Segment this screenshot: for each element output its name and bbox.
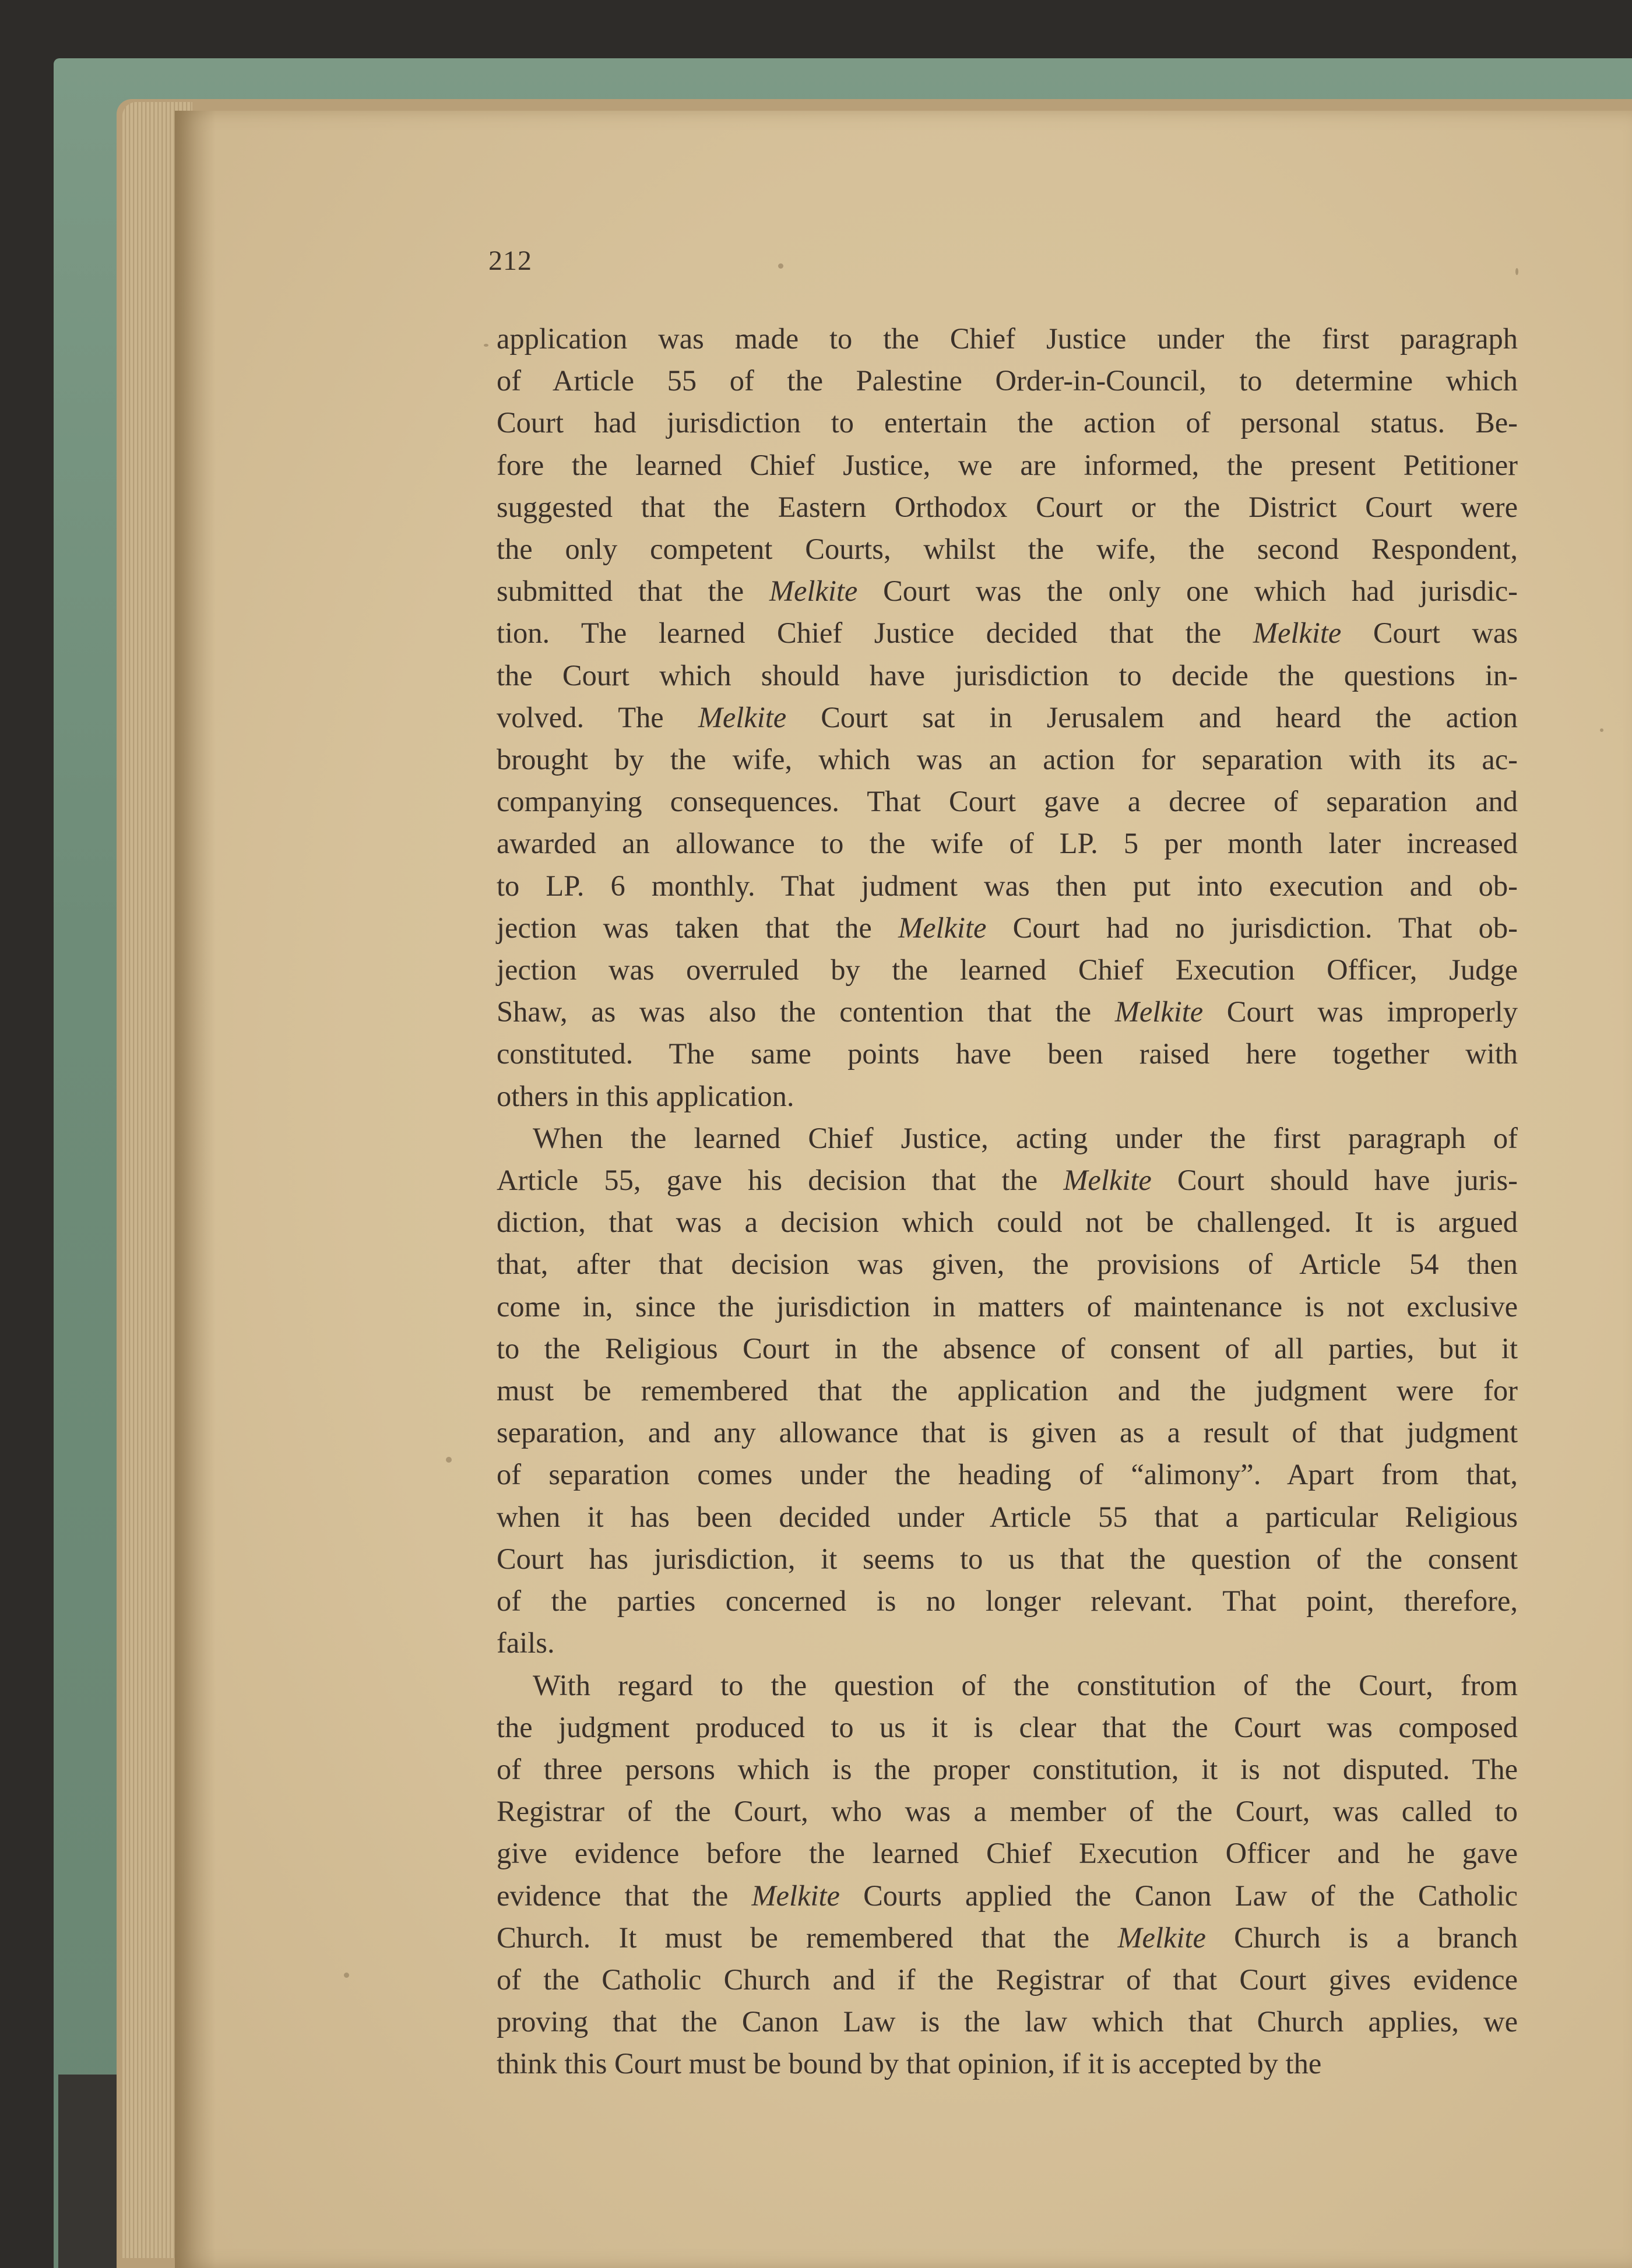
text-line [497, 738, 1518, 780]
text-line [497, 907, 1518, 949]
text-run: With regard to the question of the constitution of the Court, from [533, 1668, 1518, 1702]
text-run: that, after that decision was given, the provisions of Article 54 then [497, 1248, 1518, 1281]
text-run: the Court which should have jurisdiction to decide the questions in- [497, 658, 1518, 692]
text-line [497, 822, 1518, 864]
text-run: Court was improperly [1203, 995, 1518, 1029]
paragraph [497, 1117, 1518, 1664]
text-line [497, 1033, 1518, 1075]
text-run: must be remembered that the application and the judgment were for [497, 1374, 1518, 1407]
text-line [497, 1411, 1518, 1453]
text-line [497, 1959, 1518, 2001]
text-line [497, 1538, 1518, 1580]
text-run: Court should have juris- [1151, 1164, 1518, 1197]
text-run: Court has jurisdiction, it seems to us that the question of the consent [497, 1542, 1518, 1575]
text-line [497, 1117, 1518, 1159]
text-run: When the learned Chief Justice, acting under the first paragraph of [533, 1121, 1518, 1154]
text-run: awarded an allowance to the wife of LP. 5 per month later increased [497, 827, 1518, 860]
text-line [497, 949, 1518, 991]
text-run: the only competent Courts, whilst the wife, the second Respondent, [497, 533, 1518, 566]
text-line [497, 1832, 1518, 1874]
text-run: when it has been decided under Article 55 that a particular Religious [497, 1500, 1518, 1533]
text-line [497, 1075, 1518, 1117]
text-run: separation, and any allowance that is given as a result of that judgment [497, 1416, 1518, 1449]
text-run: constituted. The same points have been raised here together with [497, 1037, 1518, 1070]
text-line [497, 780, 1518, 822]
text-line [497, 1159, 1518, 1201]
text-run: others in this application. [497, 1079, 794, 1112]
text-line [497, 1327, 1518, 1369]
text-run: brought by the wife, which was an action for separation with its ac- [497, 743, 1518, 776]
text-run: fails. [497, 1626, 555, 1660]
text-run: jection was overruled by the learned Chief Execution Officer, Judge [497, 953, 1518, 987]
italic-term: Melkite [1117, 1921, 1206, 1954]
text-line [497, 360, 1518, 402]
text-run: Registrar of the Court, who was a member of the Court, was called to [497, 1795, 1518, 1828]
text-line [497, 1201, 1518, 1243]
text-line [497, 1875, 1518, 1917]
text-run: to the Religious Court in the absence of consent of all parties, but it [497, 1332, 1518, 1365]
text-line [497, 865, 1518, 907]
text-line [497, 402, 1518, 443]
text-line [497, 528, 1518, 570]
text-run: diction, that was a decision which could not be challenged. It is argued [497, 1206, 1518, 1239]
text-line [497, 1453, 1518, 1495]
text-run: Court had no jurisdiction. That ob- [986, 911, 1518, 944]
text-run: tion. The learned Chief Justice decided that the [497, 617, 1253, 650]
text-run: application was made to the Chief Justice under the first paragraph [497, 322, 1518, 355]
text-run: to LP. 6 monthly. That judment was then put into execution and ob- [497, 869, 1518, 902]
text-run: think this Court must be bound by that opinion, if it is accepted by the [497, 2047, 1322, 2080]
text-line [497, 1622, 1518, 1664]
text-line [497, 696, 1518, 738]
italic-term: Melkite [769, 575, 858, 608]
text-run: companying consequences. That Court gave a decree of separation and [497, 785, 1518, 818]
text-run: submitted that the [497, 575, 769, 608]
paragraph [497, 318, 1518, 1117]
text-line [497, 1496, 1518, 1538]
text-line [497, 612, 1518, 654]
text-line [497, 654, 1518, 696]
text-run: of Article 55 of the Palestine Order-in-Council, to determine which [497, 364, 1518, 397]
text-run: come in, since the jurisdiction in matters of maintenance is not exclusive [497, 1290, 1518, 1323]
text-run: suggested that the Eastern Orthodox Court or the District Court were [497, 490, 1518, 523]
text-run: proving that the Canon Law is the law which that Church applies, we [497, 2005, 1518, 2038]
text-line [497, 570, 1518, 612]
italic-term: Melkite [898, 911, 987, 944]
text-run: of three persons which is the proper constitution, it is not disputed. The [497, 1752, 1518, 1785]
text-run: of separation comes under the heading of “alimony”. Apart from that, [497, 1458, 1518, 1491]
text-run: the judgment produced to us it is clear that the Court was composed [497, 1710, 1518, 1744]
text-run: jection was taken that the [497, 911, 898, 944]
text-run: fore the learned Chief Justice, we are informed, the present Petitioner [497, 448, 1518, 481]
text-run: Court was [1341, 617, 1518, 650]
text-run: Court had jurisdiction to entertain the action of personal status. Be- [497, 406, 1518, 439]
page-number: 212 [488, 245, 532, 276]
text-line [497, 1580, 1518, 1622]
text-line [497, 1664, 1518, 1706]
text-run: Court was the only one which had jurisdic- [857, 575, 1518, 608]
text-run: evidence that the [497, 1879, 752, 1912]
text-line [497, 1790, 1518, 1832]
text-line [497, 318, 1518, 360]
text-line [497, 1748, 1518, 1790]
italic-term: Melkite [751, 1879, 840, 1912]
italic-term: Melkite [1253, 617, 1342, 650]
text-line [497, 1706, 1518, 1748]
text-run: Church is a branch [1205, 1921, 1518, 1954]
text-line [497, 444, 1518, 486]
text-line [497, 486, 1518, 528]
italic-term: Melkite [1063, 1164, 1152, 1197]
text-run: of the parties concerned is no longer relevant. That point, therefore, [497, 1584, 1518, 1618]
text-run: Court sat in Jerusalem and heard the action [786, 700, 1518, 734]
text-line [497, 1243, 1518, 1285]
text-run: Church. It must be remembered that the [497, 1921, 1118, 1954]
paragraph [497, 1664, 1518, 2085]
text-line [497, 991, 1518, 1033]
italic-term: Melkite [698, 700, 787, 734]
text-run: volved. The [497, 700, 698, 734]
text-run: Courts applied the Canon Law of the Catholic [839, 1879, 1518, 1912]
text-line [497, 1917, 1518, 1959]
spine-shadow [175, 111, 216, 2268]
text-run: Shaw, as was also the contention that the [497, 995, 1115, 1029]
text-run: Article 55, gave his decision that the [497, 1164, 1064, 1197]
body-text [497, 318, 1518, 2085]
text-line [497, 1369, 1518, 1411]
text-line [497, 1286, 1518, 1327]
text-run: give evidence before the learned Chief Execution Officer and he gave [497, 1837, 1518, 1870]
text-run: of the Catholic Church and if the Registrar of that Court gives evidence [497, 1963, 1518, 1996]
text-line [497, 2001, 1518, 2042]
italic-term: Melkite [1114, 995, 1204, 1029]
text-line [497, 2042, 1518, 2084]
